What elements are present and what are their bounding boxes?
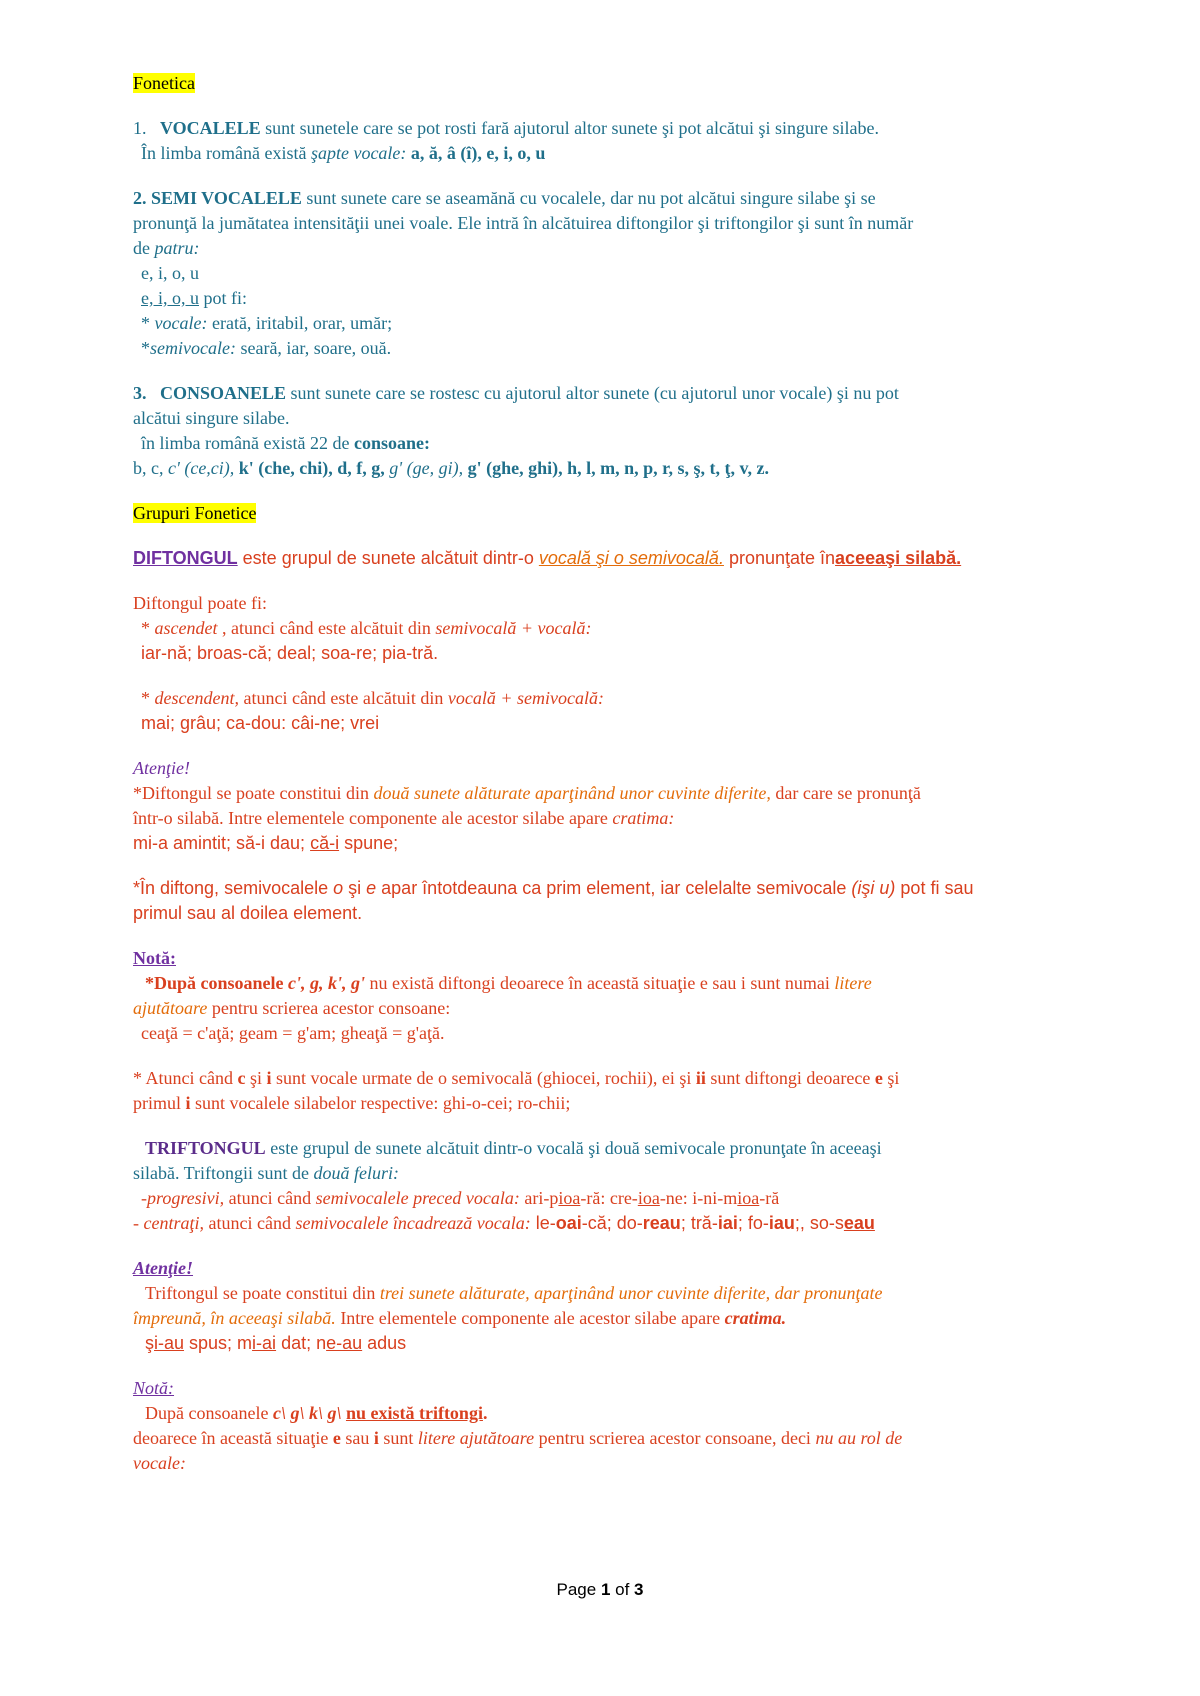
text: două feluri:: [313, 1163, 400, 1183]
example-text: spus; m: [184, 1333, 253, 1353]
text: şapte vocale:: [310, 143, 407, 163]
text: apar întotdeauna ca prim element, iar celelalte semivocale: [376, 878, 852, 898]
semivowel-list-underlined: e, i, o, u: [141, 288, 199, 308]
text: dar care se pronunţă: [770, 783, 921, 803]
example-text: iau: [768, 1213, 795, 1233]
text: După consoanele: [145, 1403, 273, 1423]
definition-text: sunt sunetele care se pot rosti fară ajutorul altor sunete şi pot alcătui şi singure silabe.: [260, 118, 879, 138]
text: progresivi,: [147, 1188, 225, 1208]
text: vocală + semivocală:: [447, 688, 604, 708]
text: *: [141, 688, 155, 708]
text: vocale:: [133, 1453, 186, 1473]
term-consoanele: CONSOANELE: [160, 383, 287, 403]
text: ascendet: [154, 618, 218, 638]
text: descendent,: [154, 688, 239, 708]
note-heading: Notă:: [133, 948, 176, 968]
semivowel-list: e, i, o, u: [141, 263, 199, 283]
text: e: [366, 878, 377, 898]
text: Intre elementele componente ale acestor silabe apare: [335, 1308, 725, 1328]
example-text: -ră: cre-: [580, 1188, 638, 1208]
note-heading: Atenţie!: [133, 758, 190, 778]
text: *: [141, 618, 155, 638]
text: aceeaşi silabă.: [835, 548, 962, 568]
text: semivocale:: [150, 338, 236, 358]
text: ii: [695, 1068, 706, 1088]
text: primul sau al doilea element.: [133, 903, 363, 923]
text: patru:: [154, 238, 200, 258]
text: Diftongul poate fi:: [133, 593, 267, 613]
text: e: [332, 1428, 341, 1448]
page-footer: [0, 1580, 1200, 1600]
text: (işi u): [851, 878, 896, 898]
text: sau: [340, 1428, 374, 1448]
example-text: ceaţă = c'aţă; geam = g'am; gheaţă = g'aţă.: [141, 1023, 445, 1043]
text: şi: [882, 1068, 900, 1088]
text: *: [141, 313, 155, 333]
example-text: i-au: [154, 1333, 185, 1353]
definition-text: sunt sunete care se rostesc cu ajutorul altor sunete (cu ajutorul unor vocale) şi nu pot: [286, 383, 899, 403]
text: .: [482, 1403, 488, 1423]
text: e: [874, 1068, 883, 1088]
text: nu există diftongi deoarece în această situaţie e sau i sunt numai: [365, 973, 835, 993]
text: pot fi sau: [895, 878, 974, 898]
consonant-list: g' (ghe, ghi), h, l, m, n, p, r, s, ş, t, ţ, v, z.: [463, 458, 769, 478]
text: * Atunci când: [133, 1068, 238, 1088]
section-vocalele: [133, 116, 1123, 166]
vowel-list: a, ă, â (î), e, i, o, u: [406, 143, 546, 163]
section-nota-2: [133, 1376, 1123, 1476]
text: atunci când este alcătuit din: [238, 688, 448, 708]
text: pronunţate în: [723, 548, 836, 568]
example-text: oai: [555, 1213, 582, 1233]
text: *În diftong, semivocalele: [133, 878, 334, 898]
text: cratima:: [612, 808, 675, 828]
term-semivocalele: 2. SEMI VOCALELE: [133, 188, 302, 208]
consonant-list: g' (ge, gi),: [389, 458, 464, 478]
page-title: Fonetica: [133, 73, 195, 93]
consonant-list: k' (che, chi), d, f, g,: [234, 458, 390, 478]
footer-label: Page: [556, 1580, 601, 1599]
example-text: -că; do-: [581, 1213, 643, 1233]
text: pentru scrierea acestor consoane:: [207, 998, 451, 1018]
text: primul: [133, 1093, 186, 1113]
example-text: ioa: [637, 1188, 660, 1208]
text: -: [141, 1188, 147, 1208]
text: c\ g\ k\ g\: [272, 1403, 342, 1423]
text: în limba română există 22 de: [141, 433, 354, 453]
text: sunt vocale urmate de o semivocală (ghiocei, rochii), ei şi: [271, 1068, 696, 1088]
text: i: [266, 1068, 272, 1088]
text: centraţi,: [143, 1213, 204, 1233]
note-heading: Atenţie!: [133, 1258, 194, 1278]
text: împreună, în aceeaşi silabă.: [133, 1308, 336, 1328]
term-triftongul: TRIFTONGUL: [145, 1138, 266, 1158]
text: c: [237, 1068, 246, 1088]
consonant-list: c' (ce,ci),: [168, 458, 235, 478]
text: *Diftongul se poate constitui din: [133, 783, 374, 803]
page-total: 3: [634, 1580, 644, 1599]
text: două sunete alăturate aparţinând unor cuvinte diferite,: [373, 783, 771, 803]
definition-text: este grupul de sunete alcătuit dintr-o vocală şi două semivocale pronunţate în aceeaşi: [265, 1138, 882, 1158]
text: cratima.: [724, 1308, 787, 1328]
example-text: -ne: i-ni-m: [659, 1188, 738, 1208]
section-atentie-2: [133, 1256, 1123, 1356]
text: o: [333, 878, 344, 898]
document-body: [133, 71, 1123, 1476]
section-diftongul: [133, 546, 1123, 736]
text: şi: [343, 878, 367, 898]
term-vocalele: VOCALELE: [160, 118, 261, 138]
text: sunt: [378, 1428, 418, 1448]
text: trei sunete alăturate, aparţinând unor cuvinte diferite, dar pronunţate: [379, 1283, 883, 1303]
page-number: 1: [600, 1580, 611, 1599]
example-text: erată, iritabil, orar, umăr;: [207, 313, 393, 333]
example-text: ; tră-: [680, 1213, 718, 1233]
example-text: ;, so-s: [794, 1213, 844, 1233]
text: litere: [834, 973, 872, 993]
example-text: ; fo-: [737, 1213, 769, 1233]
example-text: ş: [145, 1333, 154, 1353]
example-text: iar-nă; broas-că; deal; soa-re; pia-tră.: [141, 643, 439, 663]
text: şi: [245, 1068, 267, 1088]
footer-label: of: [610, 1580, 635, 1599]
note-heading: Notă:: [133, 1378, 175, 1398]
example-text: le-: [530, 1213, 556, 1233]
text: , atunci când este alcătuit din: [217, 618, 436, 638]
text: În limba română există: [141, 143, 311, 163]
text: *: [141, 338, 150, 358]
text: vocală şi o semivocală.: [538, 548, 724, 568]
definition-text: sunt sunete care se aseamănă cu vocalele, dar nu pot alcătui singure silabe şi se: [301, 188, 876, 208]
section-consoanele: [133, 381, 1123, 481]
text: -: [133, 1213, 144, 1233]
text: i: [373, 1428, 379, 1448]
text: consoane:: [353, 433, 430, 453]
text: semivocalele preced vocala:: [315, 1188, 520, 1208]
example-text: eau: [843, 1213, 875, 1233]
example-text: că-i: [310, 833, 340, 853]
example-text: dat; n: [276, 1333, 327, 1353]
example-text: iai: [717, 1213, 738, 1233]
text: într-o silabă. Intre elementele componente ale acestor silabe apare: [133, 808, 613, 828]
example-text: spune;: [339, 833, 399, 853]
text: de: [133, 238, 155, 258]
example-text: e-au: [326, 1333, 363, 1353]
text: Triftongul se poate constitui din: [145, 1283, 380, 1303]
consonant-list: b, c,: [133, 458, 168, 478]
section-semivocalele: [133, 186, 1123, 361]
text: ajutătoare: [133, 998, 208, 1018]
list-number: 1.: [133, 118, 147, 138]
section-atentie-1: [133, 756, 1123, 926]
text: pot fi:: [199, 288, 247, 308]
text: *După consoanele: [145, 973, 289, 993]
term-diftongul: DIFTONGUL: [133, 548, 238, 568]
text: pentru scrierea acestor consoane, deci: [534, 1428, 816, 1448]
text: semivocală + vocală:: [435, 618, 592, 638]
text: sunt diftongi deoarece: [705, 1068, 875, 1088]
example-text: ari-p: [519, 1188, 559, 1208]
definition-text: alcătui singure silabe.: [133, 408, 290, 428]
example-text: ioa: [737, 1188, 760, 1208]
text: semivocalele încadrează vocala:: [295, 1213, 531, 1233]
definition-text: pronunţă la jumătatea intensităţii unei voale. Ele intră în alcătuirea diftongilor şi triftongilor şi sunt în număr: [133, 213, 914, 233]
text: nu au rol de: [815, 1428, 903, 1448]
example-text: adus: [362, 1333, 407, 1353]
text: atunci când: [224, 1188, 316, 1208]
example-text: reau: [642, 1213, 681, 1233]
text: litere ajutătoare: [417, 1428, 535, 1448]
example-text: mai; grâu; ca-dou: câi-ne; vrei: [141, 713, 380, 733]
list-number: 3.: [133, 383, 147, 403]
text: i: [185, 1093, 191, 1113]
section-nota-1: [133, 946, 1123, 1116]
section-triftongul: [133, 1136, 1123, 1236]
example-text: mi-a amintit; să-i dau;: [133, 833, 311, 853]
example-text: i-ai: [252, 1333, 277, 1353]
text: vocale:: [154, 313, 208, 333]
definition-text: este grupul de sunete alcătuit dintr-o: [237, 548, 539, 568]
example-text: -ră: [759, 1188, 780, 1208]
text: sunt vocalele silabelor respective: ghi-o-cei; ro-chii;: [190, 1093, 571, 1113]
section-heading-grupuri: Grupuri Fonetice: [133, 503, 257, 523]
example-text: seară, iar, soare, ouă.: [235, 338, 392, 358]
text: silabă. Triftongii sunt de: [133, 1163, 314, 1183]
text: atunci când: [204, 1213, 296, 1233]
text: c', g, k', g': [288, 973, 366, 993]
example-text: ioa: [558, 1188, 581, 1208]
text: deoarece în această situaţie: [133, 1428, 333, 1448]
text: nu există triftongi: [345, 1403, 483, 1423]
